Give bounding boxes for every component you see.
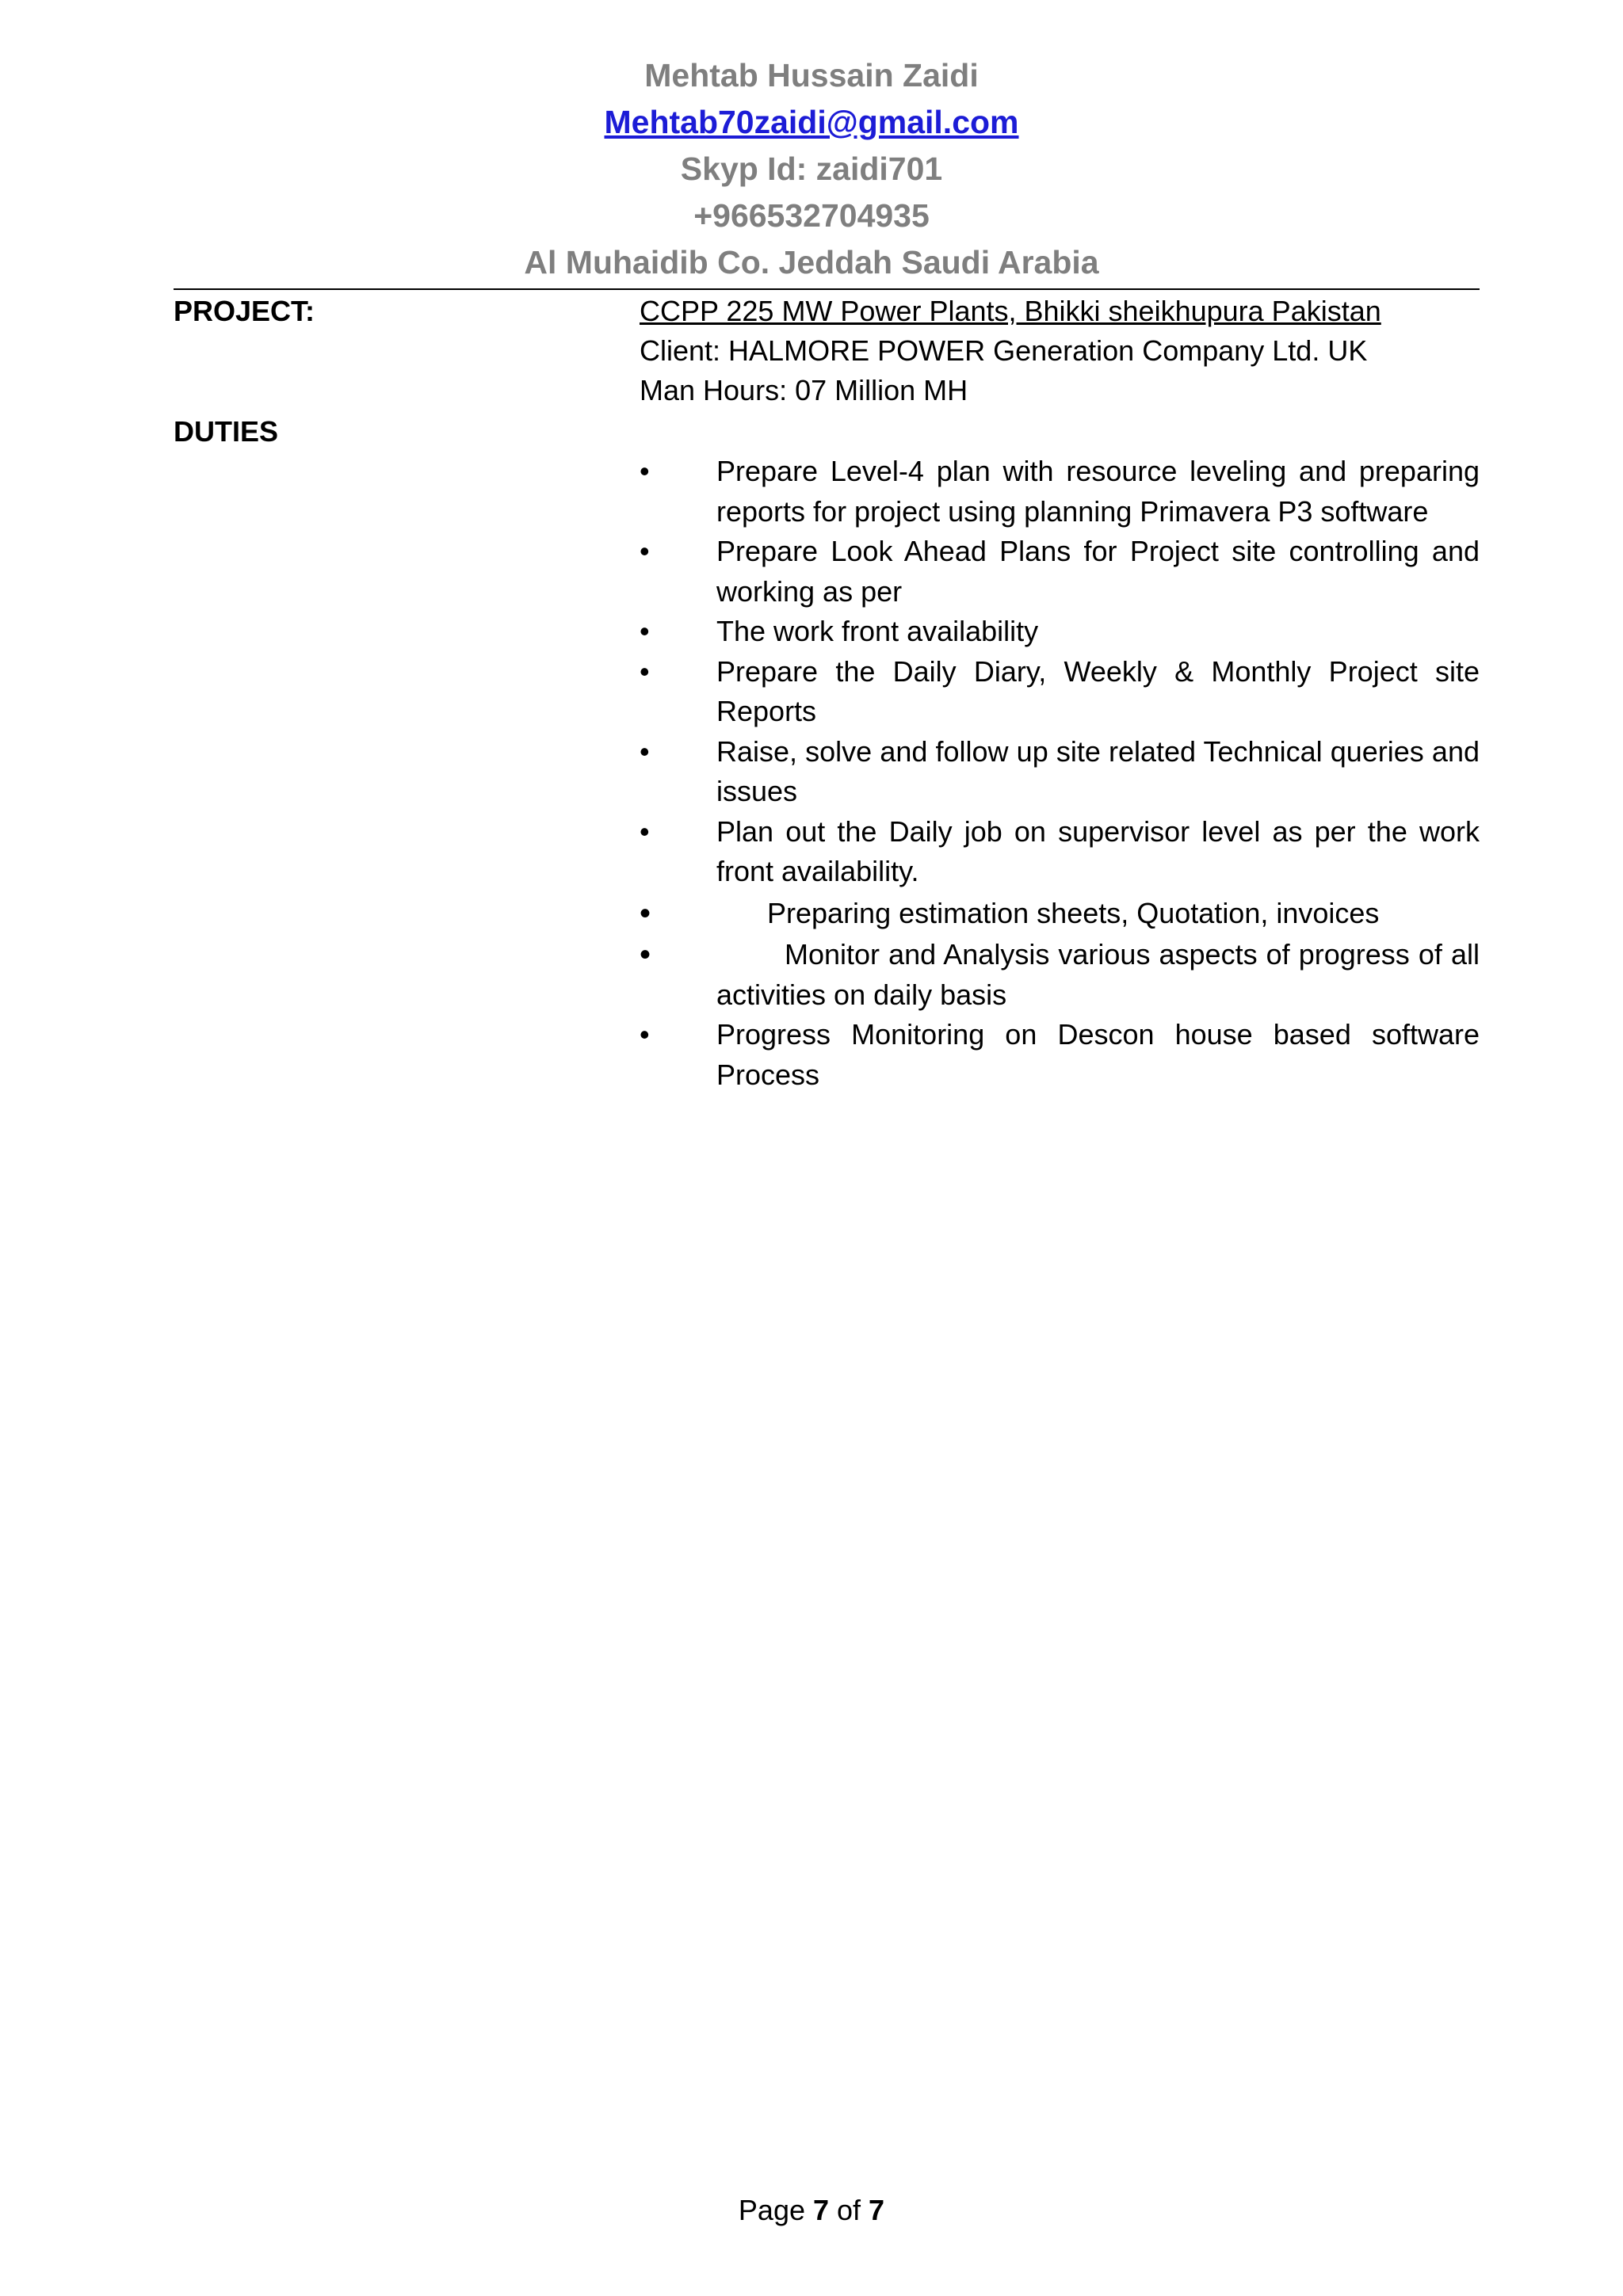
project-label: PROJECT: (174, 295, 315, 327)
bullet-icon: • (640, 615, 650, 647)
project-info (640, 292, 1480, 410)
duty-text: Prepare the Daily Diary, Weekly & Monthly Project site Reports (716, 654, 1480, 727)
duty-text: Plan out the Daily job on supervisor level as per the work front availability. (716, 814, 1480, 887)
bullet-icon: • (640, 455, 650, 487)
duty-text: The work front availability (716, 615, 1039, 647)
duty-text: Monitor and Analysis various aspects of progress of all activities on daily basis (716, 938, 1480, 1011)
duty-item (640, 894, 1480, 934)
duty-text: Progress Monitoring on Descon house based software Process (716, 1018, 1480, 1091)
duty-item (640, 935, 1480, 1015)
bullet-icon: • (640, 1018, 650, 1051)
bullet-icon: • (640, 895, 651, 931)
skype-id: Skyp Id: zaidi701 (680, 151, 943, 187)
project-man-hours: Man Hours: 07 Million MH (640, 374, 968, 406)
bullet-icon: • (640, 535, 650, 567)
page-total: 7 (869, 2194, 885, 2226)
company-location: Al Muhaidib Co. Jeddah Saudi Arabia (524, 244, 1099, 280)
candidate-name: Mehtab Hussain Zaidi (644, 57, 979, 93)
duty-text: Raise, solve and follow up site related Technical queries and issues (716, 734, 1480, 807)
duties-label: DUTIES (174, 415, 279, 448)
page-of: of (829, 2194, 869, 2226)
duties-list (640, 452, 1480, 1095)
duty-text: Prepare Level-4 plan with resource leveling and preparing reports for project using planning Primavera P3 software (716, 455, 1480, 528)
duty-text: Prepare Look Ahead Plans for Project site controlling and working as per (716, 535, 1480, 608)
duty-item (640, 732, 1480, 812)
bullet-icon: • (640, 937, 651, 972)
page-current: 7 (812, 2194, 830, 2226)
bullet-icon: • (640, 654, 650, 688)
duty-item (640, 652, 1480, 732)
bullet-icon: • (640, 734, 650, 768)
resume-header (0, 52, 1623, 286)
duty-text: Preparing estimation sheets, Quotation, invoices (767, 896, 1380, 929)
duty-item (640, 612, 1480, 652)
page-footer (0, 2191, 1623, 2230)
project-client: Client: HALMORE POWER Generation Company Ltd. UK (640, 334, 1368, 367)
email-link[interactable]: Mehtab70zaidi@gmail.com (604, 104, 1019, 140)
phone-number: +966532704935 (693, 197, 930, 234)
bullet-icon: • (640, 814, 650, 848)
project-title: CCPP 225 MW Power Plants, Bhikki sheikhupura Pakistan (640, 295, 1381, 327)
duty-item (640, 1015, 1480, 1095)
page-prefix: Page (738, 2194, 813, 2226)
duty-item (640, 452, 1480, 532)
duty-item (640, 532, 1480, 612)
duty-item (640, 812, 1480, 892)
header-divider (174, 288, 1480, 290)
